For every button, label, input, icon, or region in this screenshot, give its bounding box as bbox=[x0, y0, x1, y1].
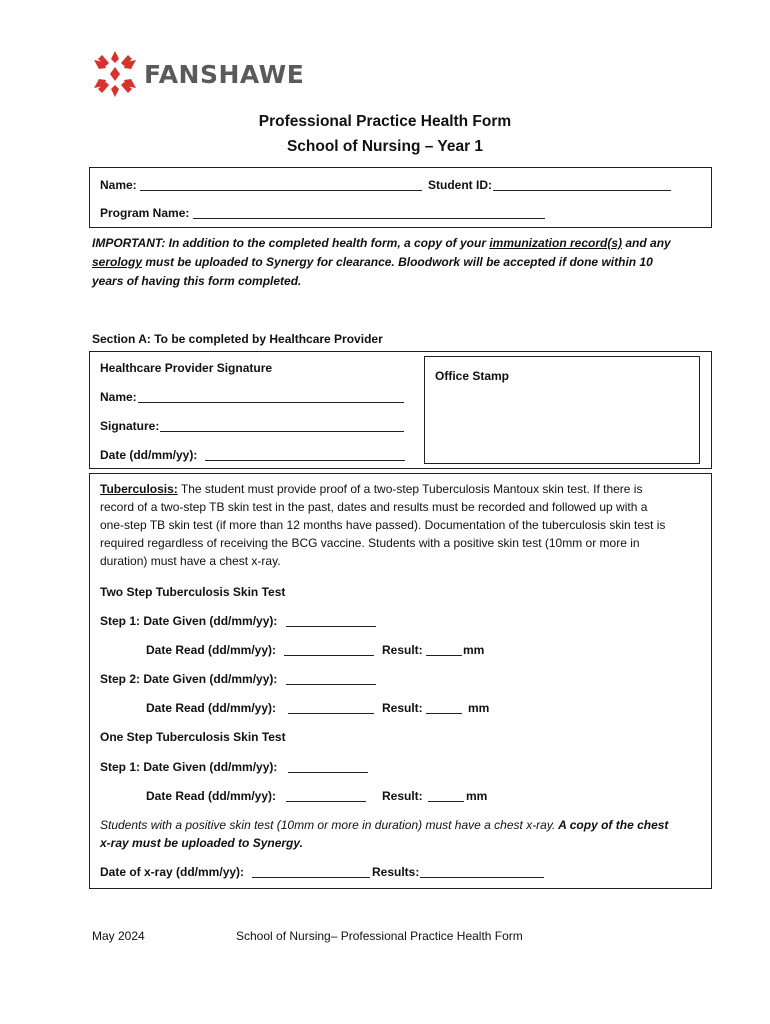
positive-note-bold: A copy of the chest bbox=[555, 818, 669, 832]
form-subtitle: School of Nursing – Year 1 bbox=[286, 138, 484, 155]
provider-signature-heading: Healthcare Provider Signature bbox=[100, 361, 273, 375]
fanshawe-star-icon bbox=[92, 49, 138, 99]
xray-date-field[interactable] bbox=[252, 865, 370, 878]
important-text-1: IMPORTANT: In addition to the completed health form, a copy of your bbox=[92, 236, 490, 250]
footer-title: School of Nursing– Professional Practice Health Form bbox=[236, 929, 523, 943]
two-step-step1-mm: mm bbox=[463, 643, 485, 657]
section-a-heading: Section A: To be completed by Healthcare Provider bbox=[92, 332, 383, 346]
positive-test-note bbox=[100, 816, 705, 852]
two-step-step1-given-field[interactable] bbox=[286, 614, 376, 627]
student-name-label: Name: bbox=[100, 178, 137, 192]
positive-note-italic: Students with a positive skin test (10mm or more in duration) must have a chest x-ray. bbox=[100, 818, 556, 832]
important-text-2: and any bbox=[622, 236, 671, 250]
one-step-result-label: Result: bbox=[382, 789, 423, 803]
provider-name-label: Name: bbox=[100, 390, 137, 404]
xray-date-label: Date of x-ray (dd/mm/yy): bbox=[100, 865, 245, 879]
one-step-mm: mm bbox=[466, 789, 488, 803]
one-step-read-field[interactable] bbox=[286, 789, 366, 802]
student-id-field[interactable] bbox=[493, 178, 671, 191]
two-step-step2-result-field[interactable] bbox=[426, 701, 462, 714]
program-name-label: Program Name: bbox=[100, 206, 190, 220]
tb-text-line: required regardless of receiving the BCG vaccine. Students with a positive skin test (10mm or more in bbox=[100, 536, 640, 550]
xray-results-field[interactable] bbox=[420, 865, 544, 878]
student-name-field[interactable] bbox=[140, 178, 422, 191]
two-step-heading: Two Step Tuberculosis Skin Test bbox=[100, 585, 286, 599]
one-step-result-field[interactable] bbox=[428, 789, 464, 802]
serology-text: serology bbox=[92, 255, 143, 269]
two-step-step2-read-label: Date Read (dd/mm/yy): bbox=[146, 701, 277, 715]
provider-date-label: Date (dd/mm/yy): bbox=[100, 448, 198, 462]
office-stamp-box bbox=[424, 356, 700, 464]
tb-text-line: one-step TB skin test (if more than 12 months have passed). Documentation of the tuberculosis skin test is bbox=[100, 518, 666, 532]
office-stamp-label: Office Stamp bbox=[435, 369, 510, 383]
footer-date: May 2024 bbox=[92, 929, 145, 943]
important-note bbox=[92, 234, 692, 291]
tb-text-line: The student must provide proof of a two-step Tuberculosis Mantoux skin test. If there is bbox=[177, 482, 643, 496]
two-step-step1-read-field[interactable] bbox=[284, 643, 374, 656]
form-title: Professional Practice Health Form bbox=[258, 113, 512, 130]
two-step-step1-result-field[interactable] bbox=[426, 643, 462, 656]
two-step-step2-read-field[interactable] bbox=[288, 701, 374, 714]
tb-description bbox=[100, 480, 700, 570]
provider-date-field[interactable] bbox=[205, 448, 405, 461]
tb-text-line: record of a two-step TB skin test in the past, dates and results must be recorded and followed up with a bbox=[100, 500, 648, 514]
provider-signature-field[interactable] bbox=[160, 419, 404, 432]
one-step-heading: One Step Tuberculosis Skin Test bbox=[100, 730, 286, 744]
student-info-box bbox=[89, 167, 712, 228]
fanshawe-logo bbox=[92, 46, 304, 102]
section-a-box bbox=[89, 351, 712, 469]
student-id-label: Student ID: bbox=[428, 178, 492, 192]
tb-text-line: duration) must have a chest x-ray. bbox=[100, 554, 281, 568]
tuberculosis-box bbox=[89, 473, 712, 889]
logo-text: FANSHAWE bbox=[144, 59, 305, 89]
two-step-step1-read-label: Date Read (dd/mm/yy): bbox=[146, 643, 277, 657]
provider-name-field[interactable] bbox=[138, 390, 404, 403]
one-step-read-label: Date Read (dd/mm/yy): bbox=[146, 789, 277, 803]
provider-signature-label: Signature: bbox=[100, 419, 160, 433]
two-step-step1-result-label: Result: bbox=[382, 643, 423, 657]
one-step-given-field[interactable] bbox=[288, 760, 368, 773]
two-step-step2-given-label: Step 2: Date Given (dd/mm/yy): bbox=[100, 672, 278, 686]
two-step-step2-mm: mm bbox=[468, 701, 490, 715]
positive-note-line2: x-ray must be uploaded to Synergy. bbox=[100, 836, 303, 850]
important-text-3: must be uploaded to Synergy for clearance. Bloodwork will be accepted if done within 10 bbox=[142, 255, 653, 269]
two-step-step2-given-field[interactable] bbox=[286, 672, 376, 685]
important-text-4: years of having this form completed. bbox=[92, 274, 302, 288]
tb-heading: Tuberculosis: bbox=[100, 482, 178, 496]
two-step-step2-result-label: Result: bbox=[382, 701, 423, 715]
two-step-step1-given-label: Step 1: Date Given (dd/mm/yy): bbox=[100, 614, 278, 628]
immunization-record-text: immunization record(s) bbox=[489, 236, 623, 250]
one-step-given-label: Step 1: Date Given (dd/mm/yy): bbox=[100, 760, 278, 774]
program-name-field[interactable] bbox=[193, 206, 545, 219]
xray-results-label: Results: bbox=[372, 865, 420, 879]
